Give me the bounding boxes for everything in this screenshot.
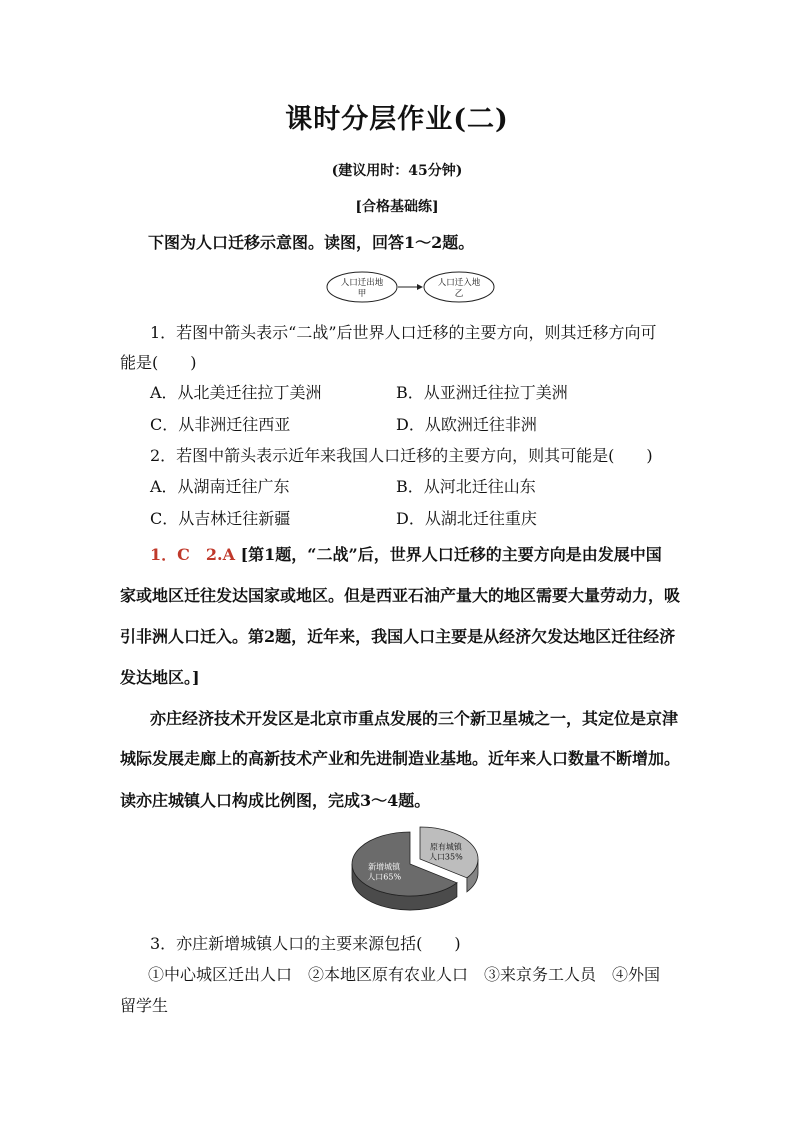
- passage-line-1: 亦庄经济技术开发区是北京市重点发展的三个新卫星城之一，其定位是京津: [150, 709, 679, 728]
- question-1-option-b: B．从亚洲迁往拉丁美洲: [396, 383, 568, 402]
- suggested-time: (建议用时：45分钟): [331, 163, 463, 179]
- answer-marker: 1．C 2.A: [150, 545, 235, 564]
- answer-line-3: 引非洲人口迁入。第2题，近年来，我国人口主要是从经济欠发达地区迁往经济: [120, 627, 676, 646]
- answer-line-1: [150, 542, 662, 565]
- question-1-option-c: C．从非洲迁往西亚: [150, 415, 291, 434]
- section-heading: [合格基础练]: [355, 199, 439, 215]
- pie-slice-label: 新增城镇: [368, 862, 401, 872]
- origin-label-line1: 人口迁出地: [340, 278, 384, 288]
- passage-line-3: 读亦庄城镇人口构成比例图，完成3～4题。: [120, 791, 431, 810]
- destination-label-line1: 人口迁入地: [437, 278, 481, 288]
- question-1-stem-cont: 能是( ): [120, 353, 197, 372]
- question-1-stem: 1．若图中箭头表示“二战”后世界人口迁移的主要方向，则其迁移方向可: [150, 323, 657, 342]
- migration-arrow-head: [417, 284, 423, 290]
- question-2-option-a: A．从湖南迁往广东: [150, 477, 290, 496]
- question-3-stem: 3．亦庄新增城镇人口的主要来源包括( ): [150, 934, 461, 953]
- pie-slice-label: 原有城镇: [429, 842, 462, 852]
- question-2-option-c: C．从吉林迁往新疆: [150, 509, 291, 528]
- question-2-option-d: D．从湖北迁往重庆: [396, 509, 537, 528]
- origin-label-line2: 甲: [357, 289, 367, 299]
- question-3-options-cont: 留学生: [120, 996, 169, 1015]
- question-2-option-b: B．从河北迁往山东: [396, 477, 536, 496]
- passage-line-2: 城际发展走廊上的高新技术产业和先进制造业基地。近年来人口数量不断增加。: [120, 749, 681, 768]
- pie-slice-label: 人口65%: [367, 872, 402, 882]
- migration-diagram: [326, 270, 496, 304]
- question-1-option-d: D．从欧洲迁往非洲: [396, 415, 537, 434]
- question-2-stem: 2．若图中箭头表示近年来我国人口迁移的主要方向，则其可能是( ): [150, 446, 653, 465]
- question-3-options: ①中心城区迁出人口 ②本地区原有农业人口 ③来京务工人员 ④外国: [148, 965, 661, 984]
- question-1-option-a: A．从北美迁往拉丁美洲: [150, 383, 322, 402]
- intro-text: 下图为人口迁移示意图。读图，回答1～2题。: [148, 233, 475, 252]
- answer-text-1: [第1题，“二战”后，世界人口迁移的主要方向是由发展中国: [240, 545, 662, 564]
- page-title: 课时分层作业(二): [285, 104, 509, 135]
- pie-slice-label: 人口35%: [428, 852, 463, 862]
- population-pie-chart: [338, 826, 494, 916]
- answer-line-2: 家或地区迁往发达国家或地区。但是西亚石油产量大的地区需要大量劳动力，吸: [120, 586, 681, 605]
- answer-line-4: 发达地区。]: [120, 668, 200, 687]
- destination-label-line2: 乙: [454, 289, 464, 299]
